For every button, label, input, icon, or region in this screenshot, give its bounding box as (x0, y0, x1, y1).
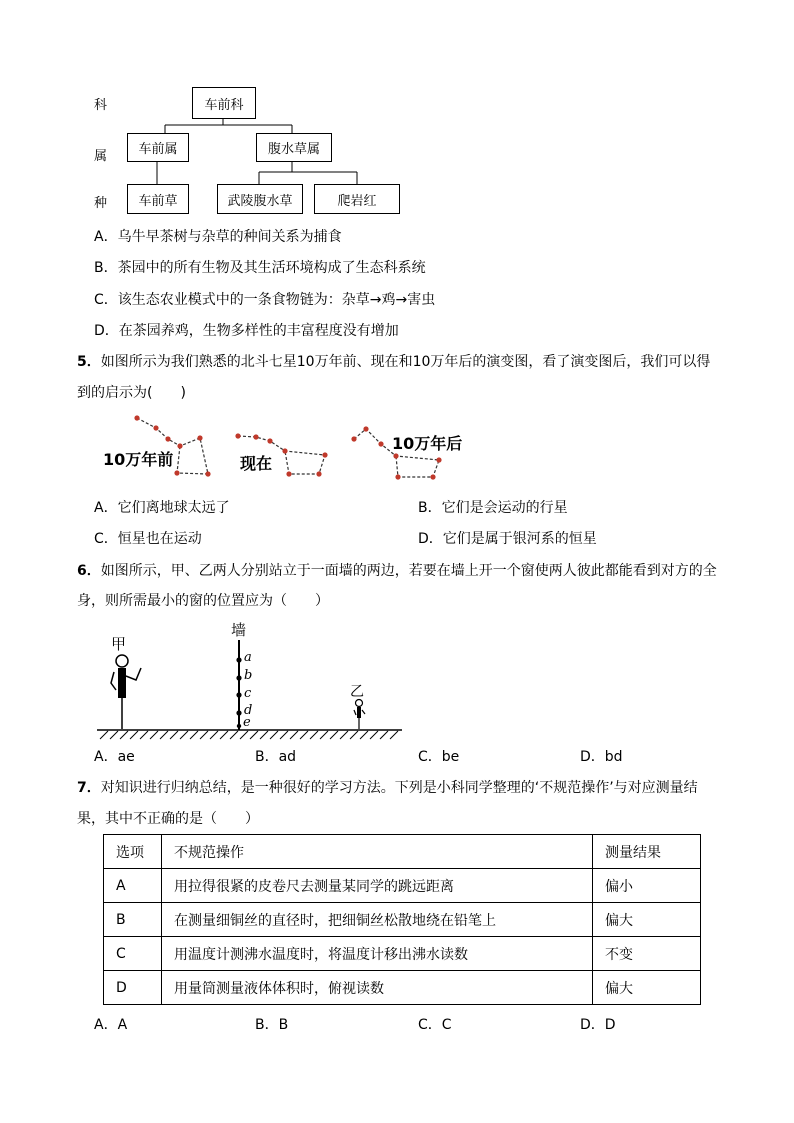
q6-option-a[interactable]: A．ae (94, 749, 135, 765)
node-species-wuling: 武陵腹水草 (217, 184, 303, 214)
wall-point-c: c (244, 686, 252, 701)
person-b-label: 乙 (350, 684, 364, 700)
table-header-row (104, 835, 701, 869)
table-cell: 用量筒测量液体体积时，俯视读数 (162, 971, 593, 1005)
label-past: 10万年前 (103, 450, 174, 469)
q6-option-d[interactable]: D．bd (580, 749, 623, 765)
q6-option-b[interactable]: B．ad (255, 749, 297, 765)
level-label-genus: 属 (94, 149, 108, 164)
table-cell: C (104, 937, 162, 971)
q5-stem-line1: 5．如图所示为我们熟悉的北斗七星10万年前、现在和10万年后的演变图，看了演变图后，我们可以得 (77, 354, 711, 370)
node-family: 车前科 (192, 87, 256, 119)
q4-option-a[interactable]: A．乌牛早茶树与杂草的种间关系为捕食 (94, 229, 342, 245)
q5-stem-line2: 到的启示为( ) (77, 385, 186, 401)
table-cell: 不变 (593, 937, 701, 971)
q4-option-c[interactable]: C．该生态农业模式中的一条食物链为：杂草→鸡→害虫 (94, 292, 436, 308)
table-cell: 用温度计测沸水温度时，将温度计移出沸水读数 (162, 937, 593, 971)
wall-point-b: b (244, 668, 253, 683)
table-cell: A (104, 869, 162, 903)
q7-stem-line2: 果，其中不正确的是（ ） (77, 811, 259, 827)
level-label-family: 科 (94, 98, 108, 113)
q4-option-b[interactable]: B．茶园中的所有生物及其生活环境构成了生态科系统 (94, 260, 426, 276)
table-cell: 偏大 (593, 971, 701, 1005)
wall-point-e: e (243, 715, 251, 730)
q4-option-d[interactable]: D．在茶园养鸡，生物多样性的丰富程度没有增加 (94, 323, 399, 339)
q5-number: 5． (77, 354, 101, 370)
q7-option-b[interactable]: B．B (255, 1017, 289, 1033)
table-row (104, 971, 701, 1005)
node-genus-veronicastrum: 腹水草属 (256, 133, 332, 162)
measurement-table (103, 834, 701, 1005)
label-now: 现在 (240, 454, 273, 473)
table-row (104, 937, 701, 971)
table-header: 测量结果 (593, 835, 701, 869)
wall-label: 墙 (231, 621, 247, 639)
table-row (104, 903, 701, 937)
q7-option-d[interactable]: D．D (580, 1017, 616, 1033)
table-row (104, 869, 701, 903)
q7-option-a[interactable]: A．A (94, 1017, 128, 1033)
table-header: 不规范操作 (162, 835, 593, 869)
q7-number: 7． (77, 780, 101, 796)
q5-option-b[interactable]: B．它们是会运动的行星 (418, 500, 568, 516)
q6-stem-line2: 身，则所需最小的窗的位置应为（ ） (77, 593, 329, 609)
wall-point-d: d (244, 703, 253, 718)
table-cell: D (104, 971, 162, 1005)
node-genus-plantago: 车前属 (127, 133, 189, 162)
node-species-plantago: 车前草 (127, 184, 189, 214)
person-a-label: 甲 (111, 635, 127, 653)
label-future: 10万年后 (392, 434, 463, 453)
table-header: 选项 (104, 835, 162, 869)
q7-option-c[interactable]: C．C (418, 1017, 452, 1033)
q6-number: 6． (77, 563, 101, 579)
table-cell: B (104, 903, 162, 937)
table-cell: 偏小 (593, 869, 701, 903)
q7-stem-line1: 7．对知识进行归纳总结，是一种很好的学习方法。下列是小科同学整理的‘不规范操作’与对应测量结 (77, 780, 698, 796)
level-label-species: 种 (94, 196, 108, 211)
table-cell: 用拉得很紧的皮卷尺去测量某同学的跳远距离 (162, 869, 593, 903)
node-species-paiyanhong: 爬岩红 (314, 184, 400, 214)
q6-option-c[interactable]: C．be (418, 749, 460, 765)
q5-option-c[interactable]: C．恒星也在运动 (94, 531, 202, 547)
wall-point-a: a (244, 650, 252, 665)
person-a (111, 655, 141, 729)
q6-stem-line1: 6．如图所示，甲、乙两人分别站立于一面墙的两边，若要在墙上开一个窗使两人彼此都能看到对方的全 (77, 563, 717, 579)
table-cell: 偏大 (593, 903, 701, 937)
q5-option-d[interactable]: D．它们是属于银河系的恒星 (418, 531, 597, 547)
q5-option-a[interactable]: A．它们离地球太远了 (94, 500, 230, 516)
person-b (354, 700, 365, 730)
table-cell: 在测量细铜丝的直径时，把细铜丝松散地绕在铅笔上 (162, 903, 593, 937)
